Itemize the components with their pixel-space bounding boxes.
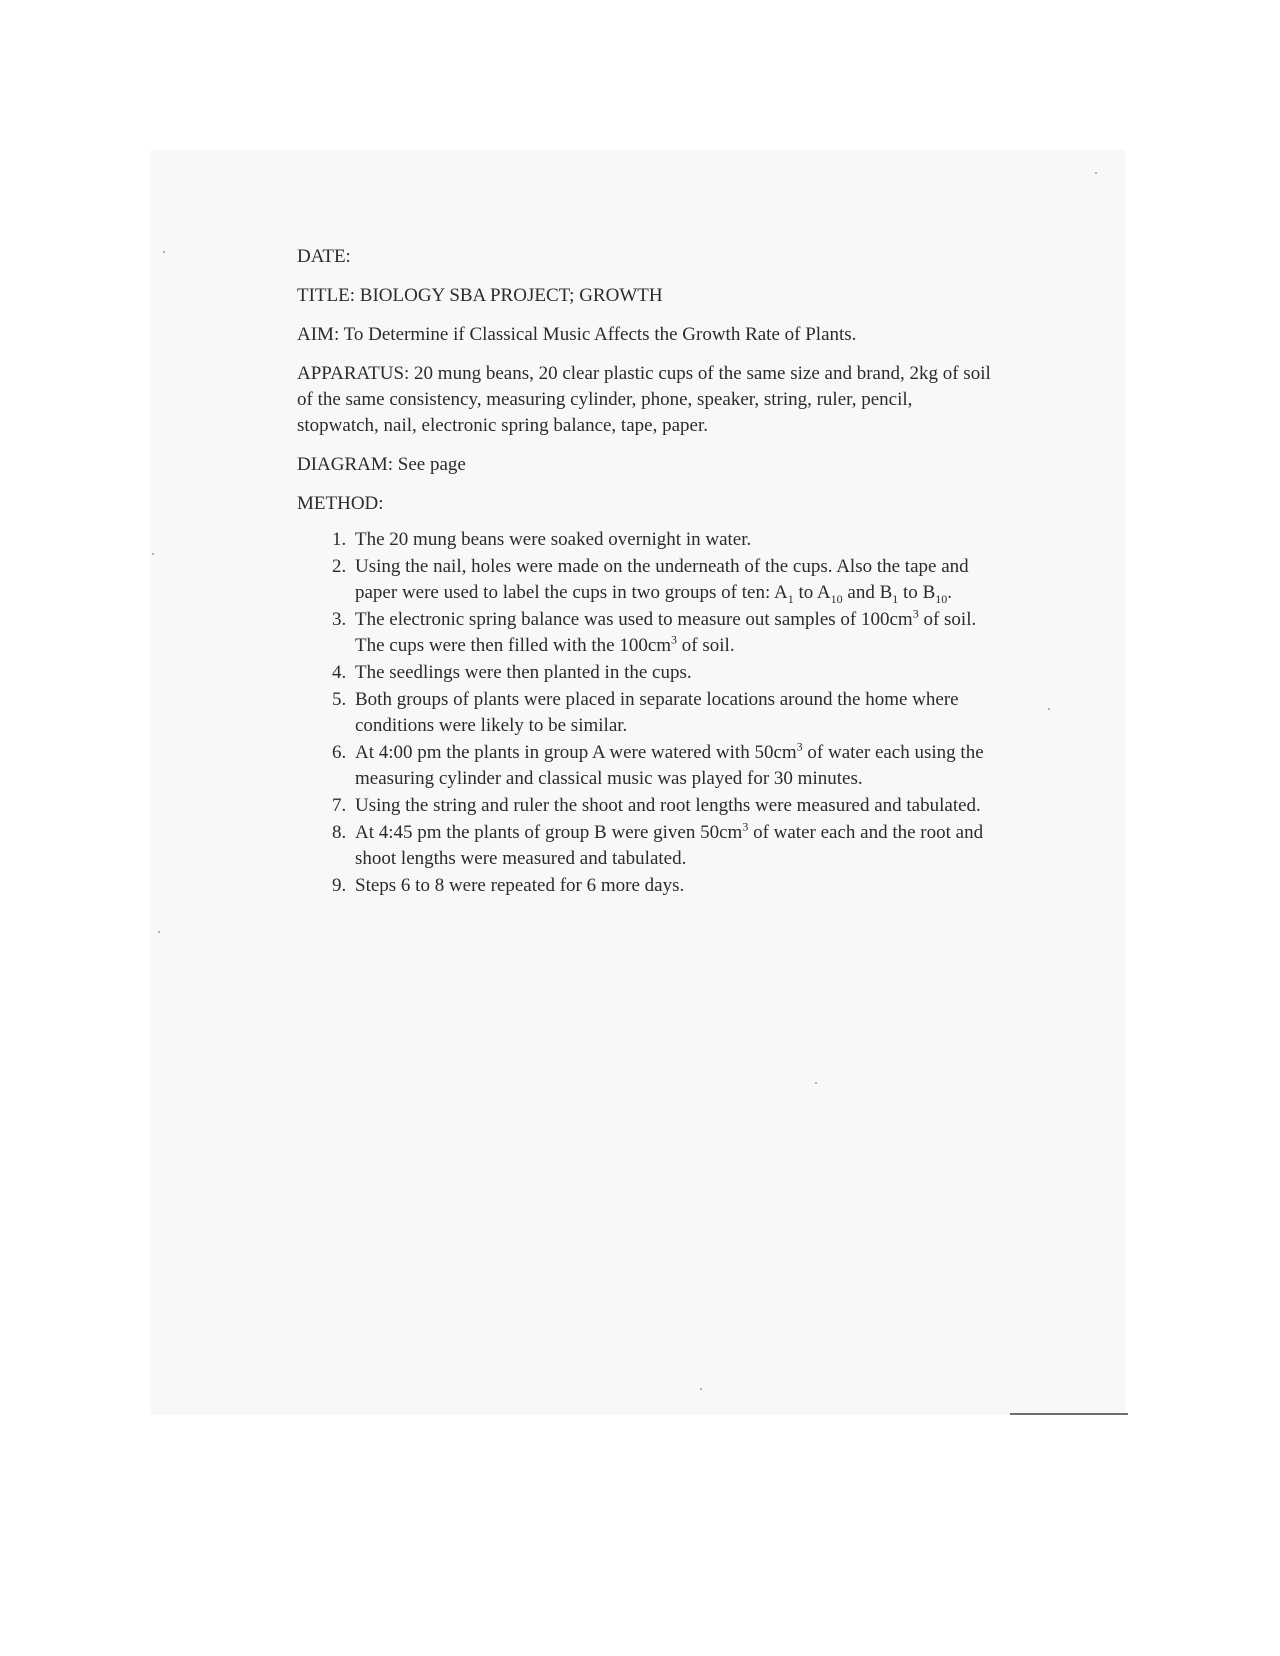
method-step-text: The electronic spring balance was used to measure out samples of 100cm bbox=[355, 609, 913, 630]
scan-speck bbox=[1048, 708, 1050, 710]
apparatus-line: APPARATUS: 20 mung beans, 20 clear plastic cups of the same size and brand, 2kg of soil of the same consistency, measuring cylinder, phone, speaker, string, ruler, pencil, stopwatch, nail, electronic spring balance, tape, paper. bbox=[297, 363, 991, 436]
method-step-text: Steps 6 to 8 were repeated for 6 more days. bbox=[355, 875, 685, 896]
range-to: to bbox=[898, 582, 923, 603]
date-label: DATE: bbox=[297, 246, 351, 267]
cup-label-b-end: B bbox=[922, 582, 936, 603]
superscript-3: 3 bbox=[742, 819, 749, 834]
cup-label-a-end-number: 10 bbox=[830, 591, 843, 606]
aim-line: AIM: To Determine if Classical Music Affects the Growth Rate of Plants. bbox=[297, 324, 857, 345]
scan-speck bbox=[815, 1082, 817, 1084]
method-step-4 bbox=[351, 660, 991, 686]
scan-speck bbox=[158, 931, 160, 933]
method-label: METHOD: bbox=[297, 493, 384, 514]
cup-label-a: A bbox=[773, 582, 788, 603]
method-step-text: The 20 mung beans were soaked overnight in water. bbox=[355, 529, 752, 550]
method-step-7 bbox=[351, 793, 991, 819]
document-body bbox=[297, 244, 1017, 900]
method-step-text: of water each using the measuring cylinder and classical music was played for 30 minutes. bbox=[355, 742, 984, 789]
method-step-text: Using the nail, holes were made on the underneath of the cups. Also the tape and paper were used to label the cups in two groups of ten: bbox=[355, 556, 969, 603]
cup-label-a-end: A bbox=[816, 582, 831, 603]
method-step-text: of soil. The cups were then filled with the 100cm bbox=[355, 609, 977, 656]
method-step-text: The seedlings were then planted in the cups. bbox=[355, 662, 692, 683]
cup-label-b: B bbox=[879, 582, 893, 603]
superscript-3: 3 bbox=[912, 606, 919, 621]
method-step-1 bbox=[351, 527, 991, 553]
scan-edge-line bbox=[1010, 1413, 1128, 1415]
method-list bbox=[297, 527, 991, 899]
scan-speck bbox=[163, 251, 165, 253]
step-end: . bbox=[947, 582, 952, 603]
method-step-3 bbox=[351, 607, 991, 659]
scan-speck bbox=[1095, 172, 1097, 174]
method-step-9 bbox=[351, 873, 991, 899]
cup-label-a-start: 1 bbox=[787, 591, 794, 606]
range-to: to bbox=[793, 582, 817, 603]
superscript-3: 3 bbox=[671, 632, 678, 647]
method-step-text: Both groups of plants were placed in separate locations around the home where conditions were likely to be similar. bbox=[355, 689, 959, 736]
method-step-8 bbox=[351, 820, 991, 872]
superscript-3: 3 bbox=[796, 739, 803, 754]
method-step-5 bbox=[351, 687, 991, 739]
cup-label-b-end-number: 10 bbox=[935, 591, 948, 606]
title-line: TITLE: BIOLOGY SBA PROJECT; GROWTH bbox=[297, 285, 663, 306]
method-step-2 bbox=[351, 554, 991, 606]
method-step-text: of soil. bbox=[677, 635, 735, 656]
method-step-text: of water each and the root and shoot lengths were measured and tabulated. bbox=[355, 822, 984, 869]
cup-label-b-start: 1 bbox=[892, 591, 899, 606]
scan-speck bbox=[152, 553, 154, 555]
and-text: and bbox=[842, 582, 880, 603]
method-step-text: Using the string and ruler the shoot and root lengths were measured and tabulated. bbox=[355, 795, 981, 816]
method-step-text: At 4:45 pm the plants of group B were given 50cm bbox=[355, 822, 743, 843]
scan-speck bbox=[700, 1388, 702, 1390]
method-step-6 bbox=[351, 740, 991, 792]
diagram-line: DIAGRAM: See page bbox=[297, 454, 466, 475]
method-step-text: At 4:00 pm the plants in group A were watered with 50cm bbox=[355, 742, 797, 763]
